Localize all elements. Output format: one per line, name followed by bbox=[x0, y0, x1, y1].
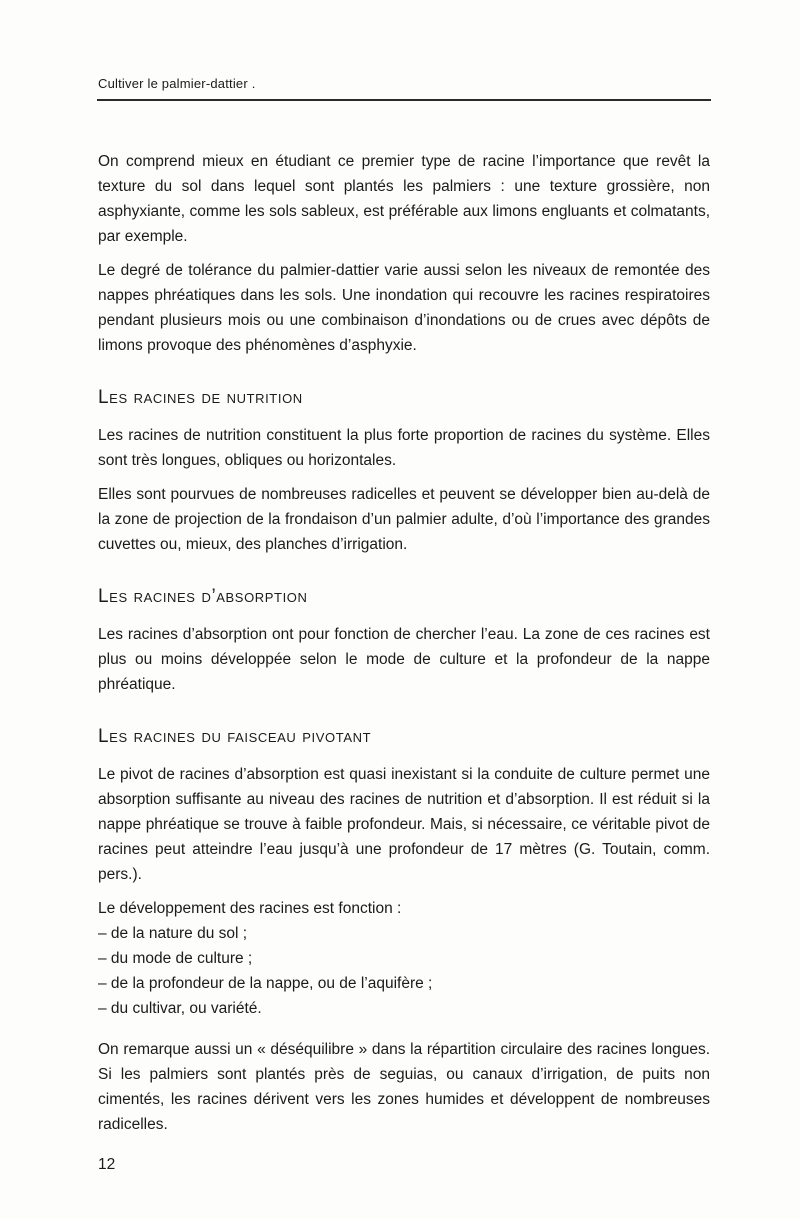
heading-racines-nutrition: Les racines de nutrition bbox=[98, 387, 303, 408]
header-rule bbox=[97, 99, 711, 101]
paragraph-nutrition-1: Les racines de nutrition constituent la plus forte proportion de racines du système. Elles sont très longues, obliques ou horizontales. bbox=[98, 427, 710, 469]
development-factors-list bbox=[98, 896, 710, 1021]
list-item-profondeur-nappe: – de la profondeur de la nappe, ou de l’aquifère ; bbox=[98, 975, 433, 992]
list-intro: Le développement des racines est fonction : bbox=[98, 900, 402, 917]
paragraph-tolerance: Le degré de tolérance du palmier-dattier varie aussi selon les niveaux de remontée des nappes phréatiques dans les sols. Une inondation qui recouvre les racines respiratoires pendant plusieurs mois ou une combinaison d’inondations ou de crues avec dépôts de limons provoque des phénomènes d’asphyxie. bbox=[98, 262, 710, 354]
paragraph-nutrition-2: Elles sont pourvues de nombreuses radicelles et peuvent se développer bien au-delà de la zone de projection de la frondaison d’un palmier adulte, d’où l’importance des grandes cuvettes ou, mieux, des planches d’irrigation. bbox=[98, 486, 710, 553]
running-header: Cultiver le palmier-dattier . bbox=[98, 76, 256, 91]
heading-racines-faisceau-pivotant: Les racines du faisceau pivotant bbox=[98, 726, 372, 747]
paragraph-desequilibre: On remarque aussi un « déséquilibre » dans la répartition circulaire des racines longues. Si les palmiers sont plantés près de seguias, ou canaux d’irrigation, de puits non cimentés, les racines dérivent vers les zones humides et développent de nombreuses radicelles. bbox=[98, 1041, 710, 1133]
paragraph-absorption: Les racines d’absorption ont pour fonction de chercher l’eau. La zone de ces racines est plus ou moins développée selon le mode de culture et la profondeur de la nappe phréatique. bbox=[98, 626, 710, 693]
paragraph-soil-texture: On comprend mieux en étudiant ce premier type de racine l’importance que revêt la texture du sol dans lequel sont plantés les palmiers : une texture grossière, non asphyxiante, comme les sols sableux, est préférable aux limons engluants et colmatants, par exemple. bbox=[98, 153, 710, 245]
heading-racines-absorption: Les racines d’absorption bbox=[98, 586, 308, 607]
list-item-cultivar: – du cultivar, ou variété. bbox=[98, 1000, 262, 1017]
paragraph-pivot: Le pivot de racines d’absorption est quasi inexistant si la conduite de culture permet une absorption suffisante au niveau des racines de nutrition et d’absorption. Il est réduit si la nappe phréatique se trouve à faible profondeur. Mais, si nécessaire, ce véritable pivot de racines peut atteindre l’eau jusqu’à une profondeur de 17 mètres (G. Toutain, comm. pers.). bbox=[98, 766, 710, 883]
list-item-mode-culture: – du mode de culture ; bbox=[98, 950, 253, 967]
page-number: 12 bbox=[98, 1156, 116, 1173]
list-item-nature-sol: – de la nature du sol ; bbox=[98, 925, 248, 942]
page-body bbox=[98, 149, 710, 1146]
